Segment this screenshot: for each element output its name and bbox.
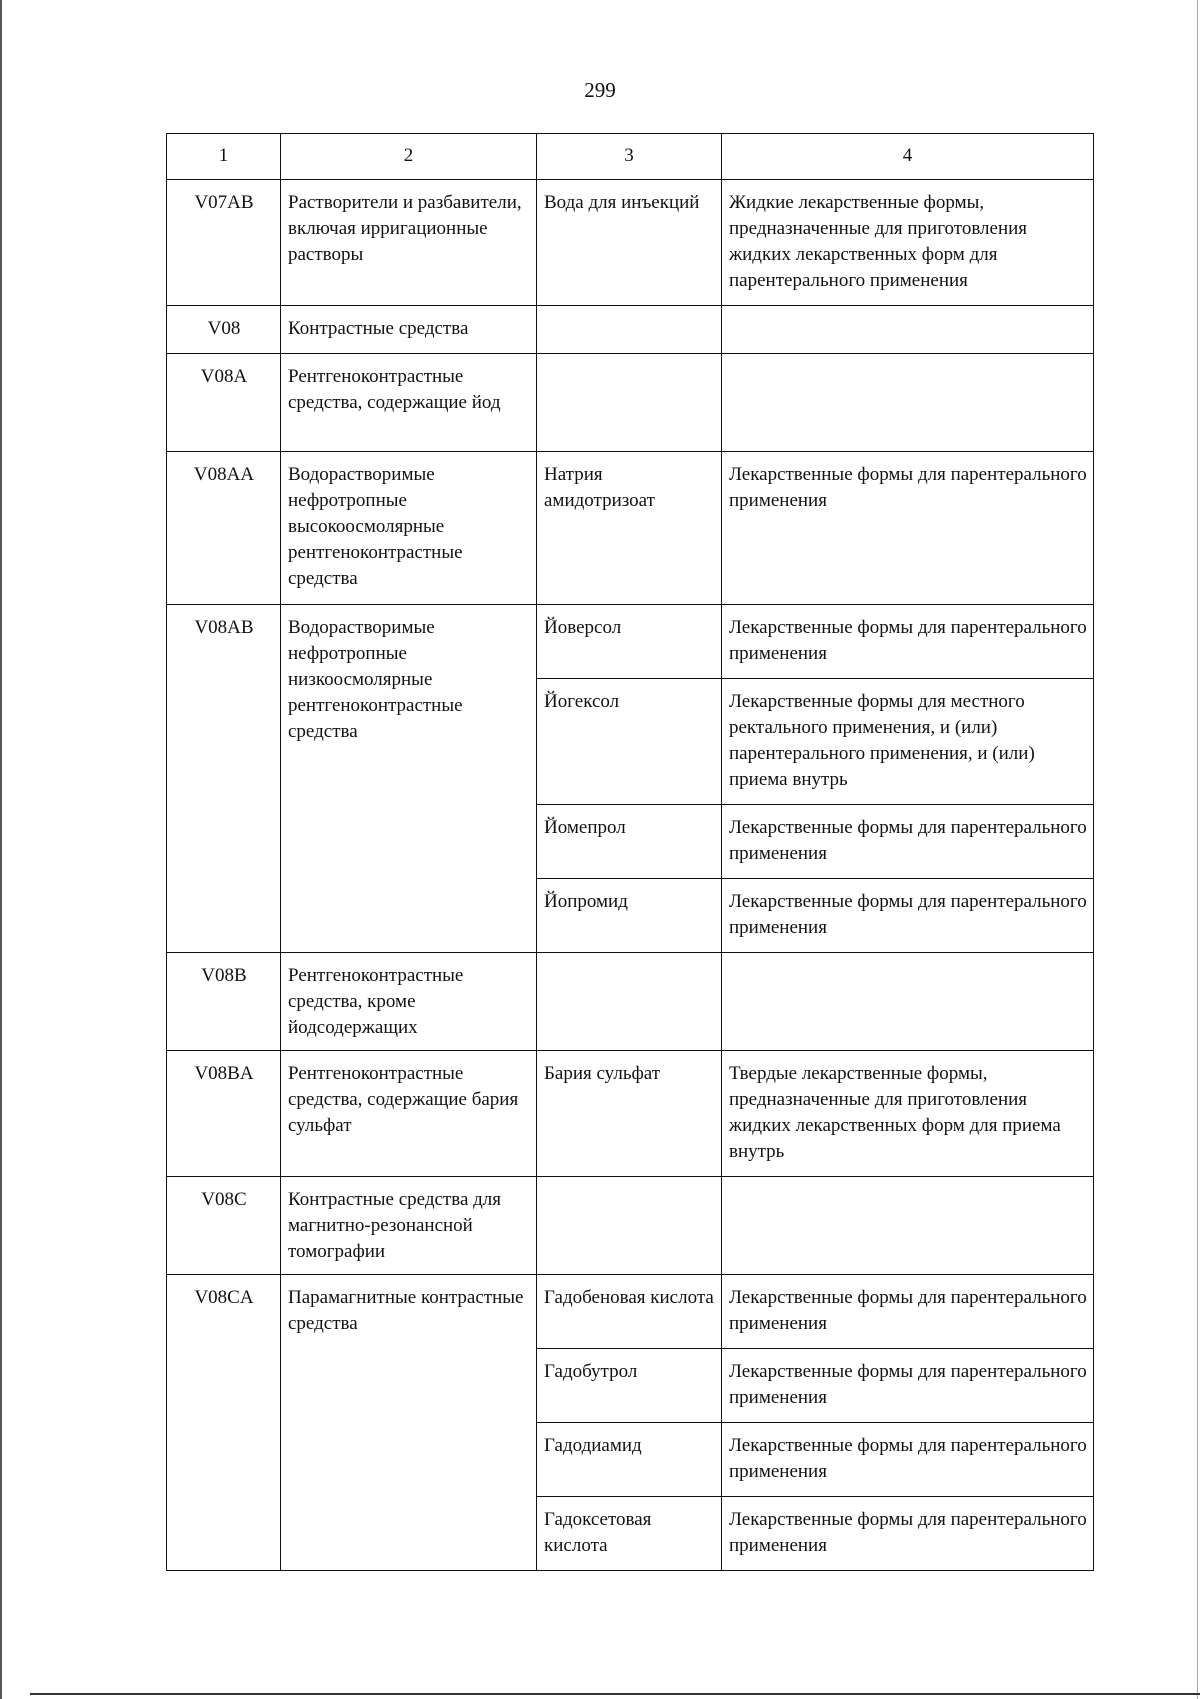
- atc-code: V08AA: [167, 452, 281, 605]
- table-header-row: [167, 134, 1094, 180]
- drug-name: [537, 953, 722, 1051]
- drug-name: Гадодиамид: [537, 1423, 722, 1497]
- drug-name: [537, 306, 722, 354]
- atc-code: V08BA: [167, 1051, 281, 1177]
- dosage-form: Лекарственные формы для местного ректального применения, и (или) парентерального применения, и (или) приема внутрь: [722, 679, 1094, 805]
- drug-name: Гадоксетовая кислота: [537, 1497, 722, 1571]
- dosage-form: Твердые лекарственные формы, предназначенные для приготовления жидких лекарственных форм для приема внутрь: [722, 1051, 1094, 1177]
- atc-code: V08A: [167, 354, 281, 452]
- table-row: [167, 605, 1094, 679]
- group-name: Рентгеноконтрастные средства, содержащие йод: [281, 354, 537, 452]
- group-name: Водорастворимые нефротропные высокоосмолярные рентгеноконтрастные средства: [281, 452, 537, 605]
- group-name: Растворители и разбавители, включая ирригационные растворы: [281, 180, 537, 306]
- dosage-form: Лекарственные формы для парентерального применения: [722, 1423, 1094, 1497]
- drug-name: Йоверсол: [537, 605, 722, 679]
- dosage-form: [722, 953, 1094, 1051]
- page-number: 299: [584, 78, 616, 102]
- dosage-form: Лекарственные формы для парентерального применения: [722, 1349, 1094, 1423]
- drug-name: Гадобеновая кислота: [537, 1275, 722, 1349]
- header-col-2: 2: [281, 134, 537, 180]
- scan-edge-bottom: [30, 1693, 1200, 1695]
- group-name: Контрастные средства для магнитно-резонансной томографии: [281, 1177, 537, 1275]
- drug-name: Вода для инъекций: [537, 180, 722, 306]
- drug-name: Бария сульфат: [537, 1051, 722, 1177]
- table-row: [167, 452, 1094, 605]
- atc-code: V07AB: [167, 180, 281, 306]
- group-name: Контрастные средства: [281, 306, 537, 354]
- drug-name: Йомепрол: [537, 805, 722, 879]
- atc-code: V08: [167, 306, 281, 354]
- dosage-form: Лекарственные формы для парентерального применения: [722, 452, 1094, 605]
- dosage-form: Лекарственные формы для парентерального применения: [722, 1497, 1094, 1571]
- drug-name: Йогексол: [537, 679, 722, 805]
- dosage-form: Лекарственные формы для парентерального применения: [722, 879, 1094, 953]
- atc-code: V08AB: [167, 605, 281, 953]
- table-row: [167, 1051, 1094, 1177]
- drug-name: Йопромид: [537, 879, 722, 953]
- group-name: Парамагнитные контрастные средства: [281, 1275, 537, 1571]
- table-row: [167, 306, 1094, 354]
- header-col-1: 1: [167, 134, 281, 180]
- table-row: [167, 1275, 1094, 1349]
- table-row: [167, 354, 1094, 452]
- atc-code: V08C: [167, 1177, 281, 1275]
- header-col-4: 4: [722, 134, 1094, 180]
- dosage-form: Лекарственные формы для парентерального применения: [722, 605, 1094, 679]
- atc-code: V08B: [167, 953, 281, 1051]
- dosage-form: Лекарственные формы для парентерального применения: [722, 805, 1094, 879]
- drug-table: [166, 133, 1094, 1571]
- scan-edge-left: [0, 0, 2, 1699]
- atc-code: V08CA: [167, 1275, 281, 1571]
- drug-name: [537, 354, 722, 452]
- drug-name: [537, 1177, 722, 1275]
- table-row: [167, 953, 1094, 1051]
- dosage-form: [722, 354, 1094, 452]
- header-col-3: 3: [537, 134, 722, 180]
- group-name: Рентгеноконтрастные средства, кроме йодсодержащих: [281, 953, 537, 1051]
- scan-edge-right: [1197, 0, 1198, 1699]
- dosage-form: [722, 306, 1094, 354]
- dosage-form: Лекарственные формы для парентерального применения: [722, 1275, 1094, 1349]
- drug-name: Натрия амидотризоат: [537, 452, 722, 605]
- group-name: Водорастворимые нефротропные низкоосмолярные рентгеноконтрастные средства: [281, 605, 537, 953]
- dosage-form: Жидкие лекарственные формы, предназначенные для приготовления жидких лекарственных форм для парентерального применения: [722, 180, 1094, 306]
- dosage-form: [722, 1177, 1094, 1275]
- drug-name: Гадобутрол: [537, 1349, 722, 1423]
- group-name: Рентгеноконтрастные средства, содержащие бария сульфат: [281, 1051, 537, 1177]
- table-row: [167, 180, 1094, 306]
- table-row: [167, 1177, 1094, 1275]
